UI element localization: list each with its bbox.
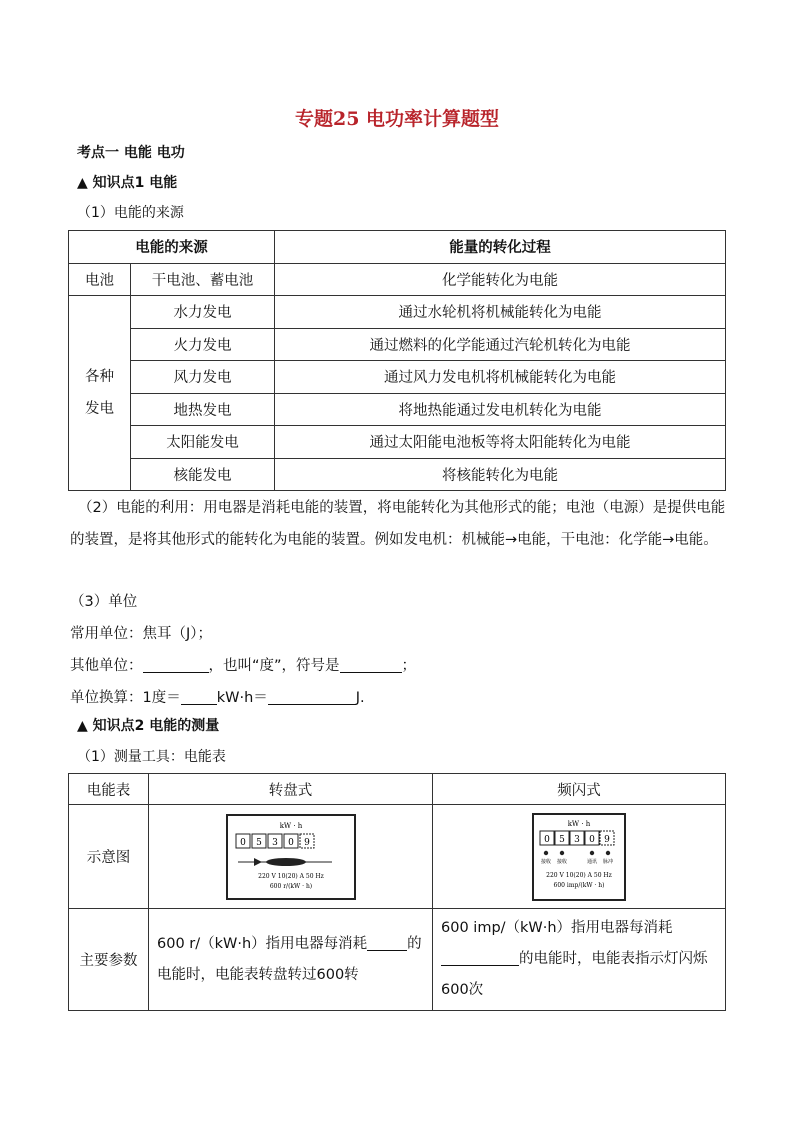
unit-conversion [70,682,726,714]
flash-params-b: 的电能时，电能表指示灯闪烁600次 [441,951,708,998]
energy-sources-table [68,230,726,491]
rotary-meter-cell [149,805,433,909]
subheading-sources: （1）电能的来源 [77,205,184,221]
answer-blank[interactable] [268,688,356,705]
meter-digit: 0 [287,837,294,848]
header-meter: 电能表 [69,774,149,805]
meter-digit: 3 [271,837,278,848]
source-cell: 水力发电 [131,296,275,329]
subheading-tool: （1）测量工具：电能表 [77,749,226,765]
header-source: 电能的来源 [69,231,275,264]
meter-spec: 600 imp/(kW · h) [553,881,605,889]
header-rotary: 转盘式 [149,774,433,805]
row-params-label: 主要参数 [69,909,149,1011]
light-label: 脉冲 [602,858,614,865]
meter-unit: kW · h [279,821,302,830]
source-cell: 火力发电 [131,328,275,361]
light-label: 通讯 [586,858,598,865]
answer-blank[interactable] [367,934,407,951]
generation-group: 各种发电 [69,296,131,491]
unit-other-mid: ，也叫“度”，符号是 [208,658,340,674]
meter-unit: kW · h [567,819,591,828]
battery-process: 化学能转化为电能 [275,263,726,296]
process-cell: 通过水轮机将机械能转化为电能 [275,296,726,329]
meter-digit: 5 [559,834,565,845]
source-cell: 风力发电 [131,361,275,394]
meter-digit: 9 [604,834,610,845]
paragraph-energy-use: （2）电能的利用：用电器是消耗电能的装置，将电能转化为其他形式的能；电池（电源）是提供电能的装置，是将其他形式的能转化为电能的装置。例如发电机：机械能→电能，干电池：化学能→电能。 [70,500,726,548]
flash-meter-diagram [532,813,626,901]
header-process: 能量的转化过程 [275,231,726,264]
meter-digit: 5 [255,837,262,848]
rotary-params-b: 的电能时，电能表转盘转过600转 [157,935,422,983]
source-cell: 地热发电 [131,393,275,426]
process-cell: 通过燃料的化学能通过汽轮机转化为电能 [275,328,726,361]
unit-conv-end: J. [355,690,365,706]
light-label: 接收 [540,858,552,865]
subheading-units: （3）单位 [70,594,138,610]
row-diagram-label: 示意图 [69,805,149,909]
process-cell: 通过太阳能电池板等将太阳能转化为电能 [275,426,726,459]
rotary-params-a: 600 r/（kW·h）指用电器每消耗 [157,935,368,952]
answer-blank[interactable] [441,949,519,966]
answer-blank[interactable] [340,656,402,673]
knowledge-point-2: ▲ 知识点2 电能的测量 [77,718,220,734]
page-title: 专题25 电功率计算题型 [294,108,500,130]
answer-blank[interactable] [143,656,209,673]
section-heading: 考点一 电能 电功 [77,145,185,161]
meter-digit: 3 [574,834,580,845]
source-cell: 核能发电 [131,458,275,491]
unit-conv-mid: kW·h＝ [216,690,268,706]
unit-common: 常用单位：焦耳（J）； [70,626,213,642]
meter-spec: 220 V 10(20) A 50 Hz [257,872,324,880]
meter-digit: 0 [589,834,595,845]
flash-meter-cell [433,805,726,909]
meter-digit: 0 [239,837,246,848]
battery-group: 电池 [69,263,131,296]
process-cell: 将核能转化为电能 [275,458,726,491]
meter-table [68,773,726,1011]
knowledge-point-1: ▲ 知识点1 电能 [77,175,178,191]
unit-other [70,650,726,682]
process-cell: 通过风力发电机将机械能转化为电能 [275,361,726,394]
source-cell: 太阳能发电 [131,426,275,459]
rotary-meter-diagram [226,814,356,900]
meter-digit: 0 [544,834,550,845]
light-label: 接收 [556,858,568,865]
meter-spec: 220 V 10(20) A 50 Hz [546,871,612,879]
unit-conv-label: 单位换算：1度＝ [70,690,181,706]
rotary-params [149,909,433,1011]
unit-other-end: ； [401,658,417,674]
battery-type: 干电池、蓄电池 [131,263,275,296]
unit-other-label: 其他单位： [70,658,143,674]
answer-blank[interactable] [181,688,217,705]
header-flash: 频闪式 [433,774,726,805]
indicator-light-icon [544,850,610,854]
flash-params [433,909,726,1011]
meter-digit: 9 [303,837,310,848]
process-cell: 将地热能通过发电机转化为电能 [275,393,726,426]
meter-spec: 600 r/(kW · h) [269,882,312,890]
rotating-disc-icon [238,858,332,866]
flash-params-a: 600 imp/（kW·h）指用电器每消耗 [441,920,673,936]
